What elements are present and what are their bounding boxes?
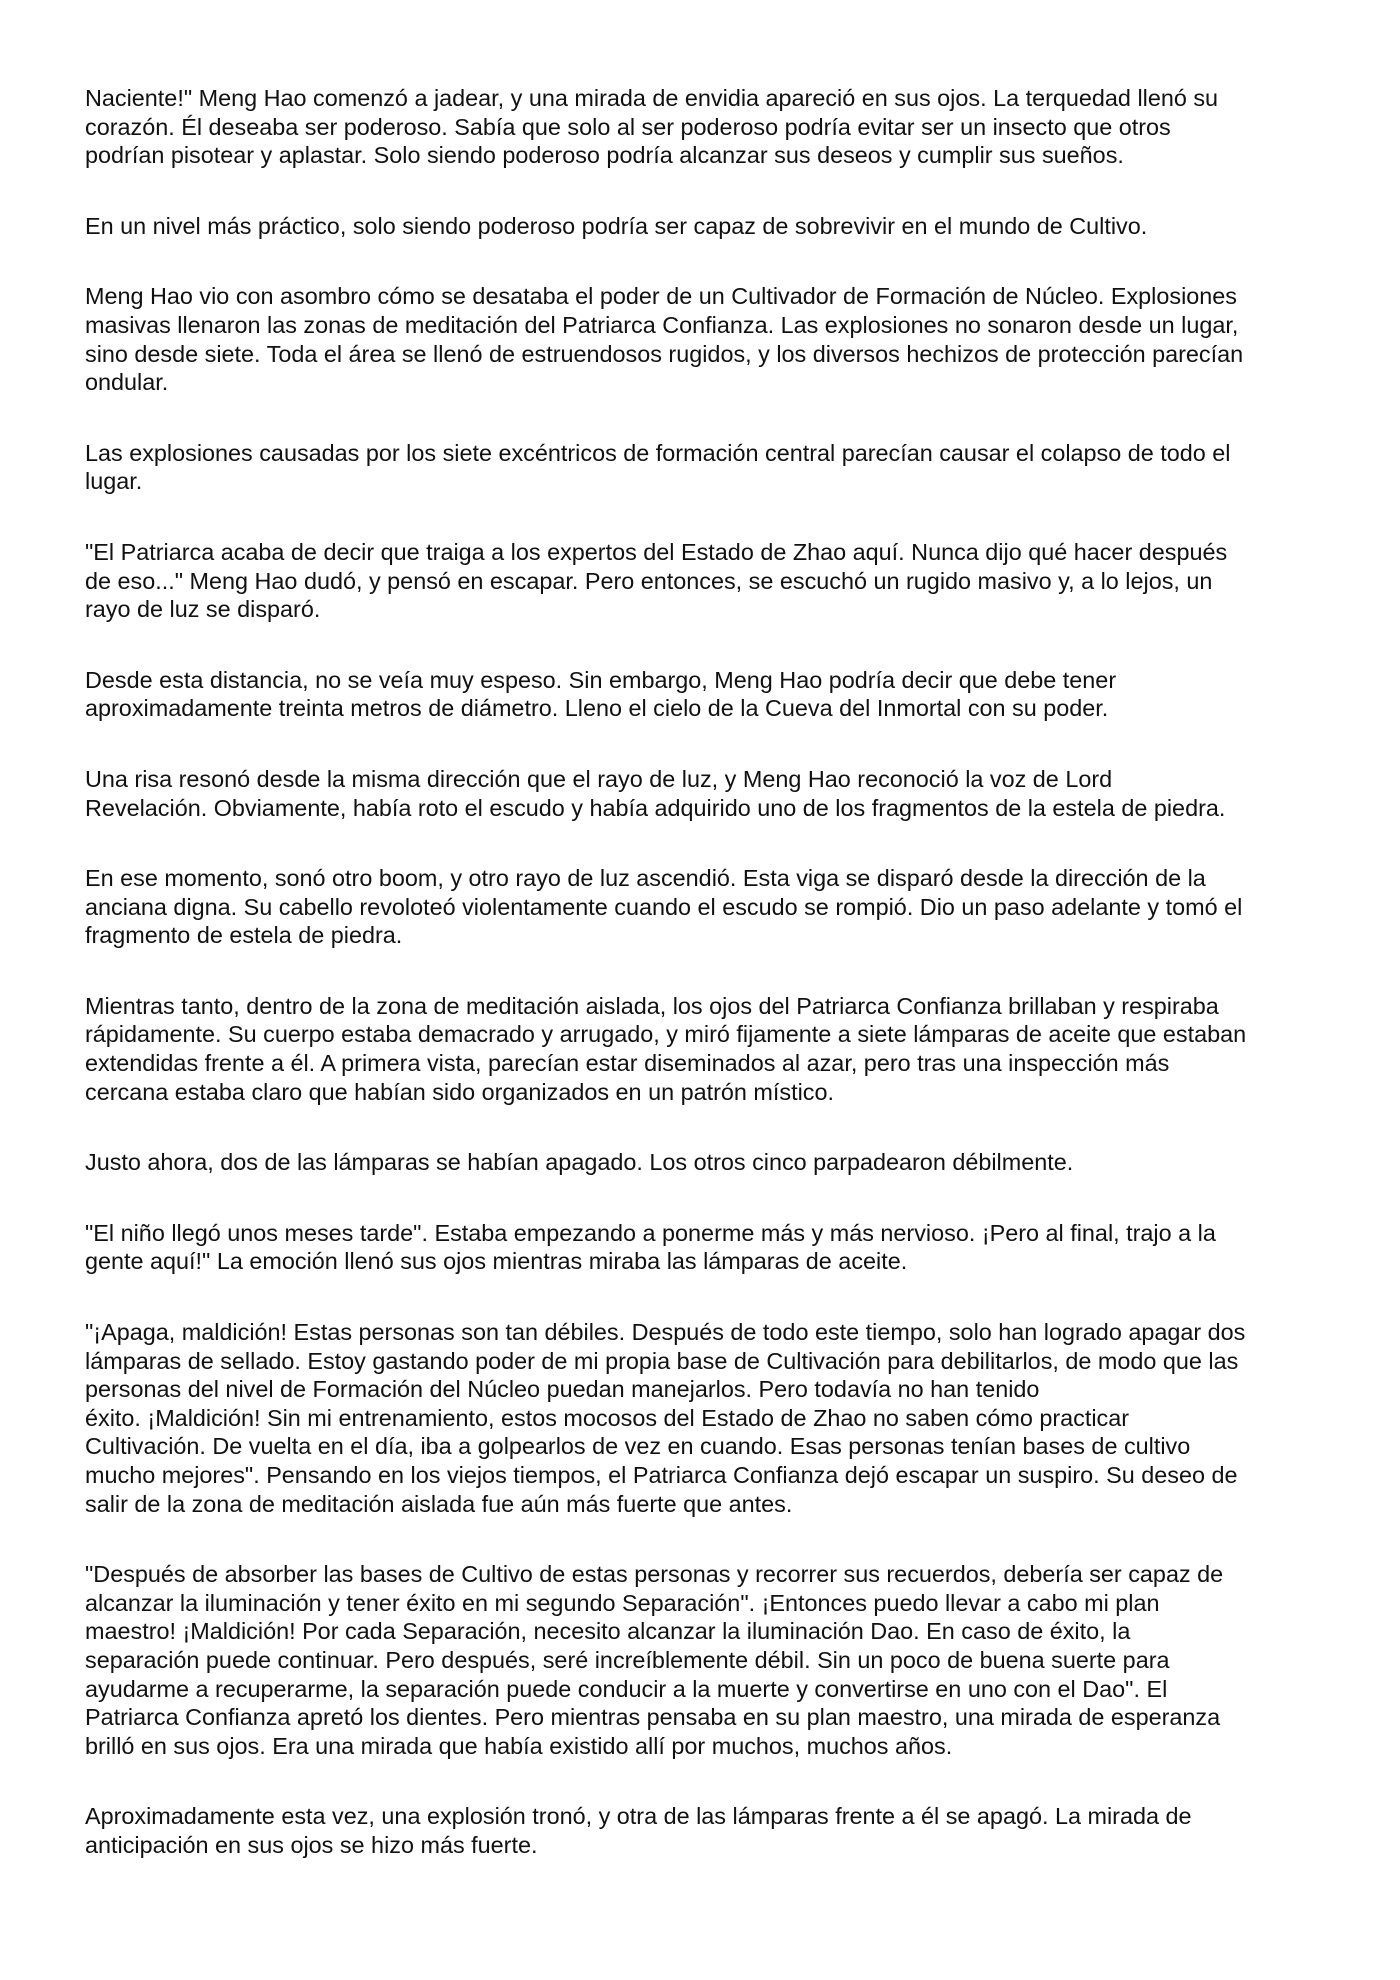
paragraph: Mientras tanto, dentro de la zona de meditación aislada, los ojos del Patriarca Confianza brillaban y respiraba rápidamente. Su cuerpo estaba demacrado y arrugado, y miró fijamente a siete lámparas de aceite que estaban extendidas frente a él. A primera vista, parecían estar diseminados al azar, pero tras una inspección más cercana estaba claro que habían sido organizados en un patrón místico. [85,992,1247,1105]
paragraph: Desde esta distancia, no se veía muy espeso. Sin embargo, Meng Hao podría decir que debe tener aproximadamente treinta metros de diámetro. Lleno el cielo de la Cueva del Inmortal con su poder. [85,666,1117,722]
paragraph: "Después de absorber las bases de Cultivo de estas personas y recorrer sus recuerdos, debería ser capaz de alcanzar la iluminación y tener éxito en mi segundo Separación". ¡Entonces puedo llevar a cabo mi plan maestro! ¡Maldición! Por cada Separación, necesito alcanzar la iluminación Dao. En caso de éxito, la separación puede continuar. Pero después, seré increíblemente débil. Sin un poco de buena suerte para ayudarme a recuperarme, la separación puede conducir a la muerte y convertirse en uno con el Dao". El Patriarca Confianza apretó los dientes. Pero mientras pensaba en su plan maestro, una mirada de esperanza brilló en sus ojos. Era una mirada que había existido allí por muchos, muchos años. [85,1561,1224,1759]
paragraph: En un nivel más práctico, solo siendo poderoso podría ser capaz de sobrevivir en el mundo de Cultivo. [85,212,1148,239]
paragraph: Una risa resonó desde la misma dirección que el rayo de luz, y Meng Hao reconoció la voz de Lord Revelación. Obviamente, había roto el escudo y había adquirido uno de los fragmentos de la estela de piedra. [85,765,1226,821]
paragraph: Naciente!" Meng Hao comenzó a jadear, y una mirada de envidia apareció en sus ojos. La terquedad llenó su corazón. Él deseaba ser poderoso. Sabía que solo al ser poderoso podría evitar ser un insecto que otros podrían pisotear y aplastar. Solo siendo poderoso podría alcanzar sus deseos y cumplir sus sueños. [85,85,1219,169]
paragraph: "El Patriarca acaba de decir que traiga a los expertos del Estado de Zhao aquí. Nunca dijo qué hacer después de eso..." Meng Hao dudó, y pensó en escapar. Pero entonces, se escuchó un rugido masivo y, a lo lejos, un rayo de luz se disparó. [85,538,1228,623]
paragraph: "El niño llegó unos meses tarde". Estaba empezando a ponerme más y más nervioso. ¡Pero al final, trajo a la gente aquí!" La emoción llenó sus ojos mientras miraba las lámparas de aceite. [85,1219,1216,1275]
paragraph: "¡Apaga, maldición! Estas personas son tan débiles. Después de todo este tiempo, solo han logrado apagar dos lámparas de sellado. Estoy gastando poder de mi propia base de Cultivación para debilitarlos, de modo que las personas del nivel de Formación del Núcleo puedan manejarlos. Pero todavía no han tenido éxito. ¡Maldición! Sin mi entrenamiento, estos mocosos del Estado de Zhao no saben cómo practicar Cultivación. De vuelta en el día, iba a golpearlos de vez en cuando. Esas personas tenían bases de cultivo mucho mejores". Pensando en los viejos tiempos, el Patriarca Confianza dejó escapar un suspiro. Su deseo de salir de la zona de meditación aislada fue aún más fuerte que antes. [85,1319,1246,1517]
paragraph: Justo ahora, dos de las lámparas se habían apagado. Los otros cinco parpadearon débilmente. [85,1149,1074,1176]
paragraph: Aproximadamente esta vez, una explosión tronó, y otra de las lámparas frente a él se apagó. La mirada de anticipación en sus ojos se hizo más fuerte. [85,1803,1192,1858]
document-body [85,84,1315,1902]
paragraph: En ese momento, sonó otro boom, y otro rayo de luz ascendió. Esta viga se disparó desde la dirección de la anciana digna. Su cabello revoloteó violentamente cuando el escudo se rompió. Dio un paso adelante y tomó el fragmento de estela de piedra. [85,865,1243,949]
paragraph: Meng Hao vio con asombro cómo se desataba el poder de un Cultivador de Formación de Núcleo. Explosiones masivas llenaron las zonas de meditación del Patriarca Confianza. Las explosiones no sonaron desde un lugar, sino desde siete. Toda el área se llenó de estruendosos rugidos, y los diversos hechizos de protección parecían ondular. [85,283,1244,396]
paragraph: Las explosiones causadas por los siete excéntricos de formación central parecían causar el colapso de todo el lugar. [85,439,1231,495]
